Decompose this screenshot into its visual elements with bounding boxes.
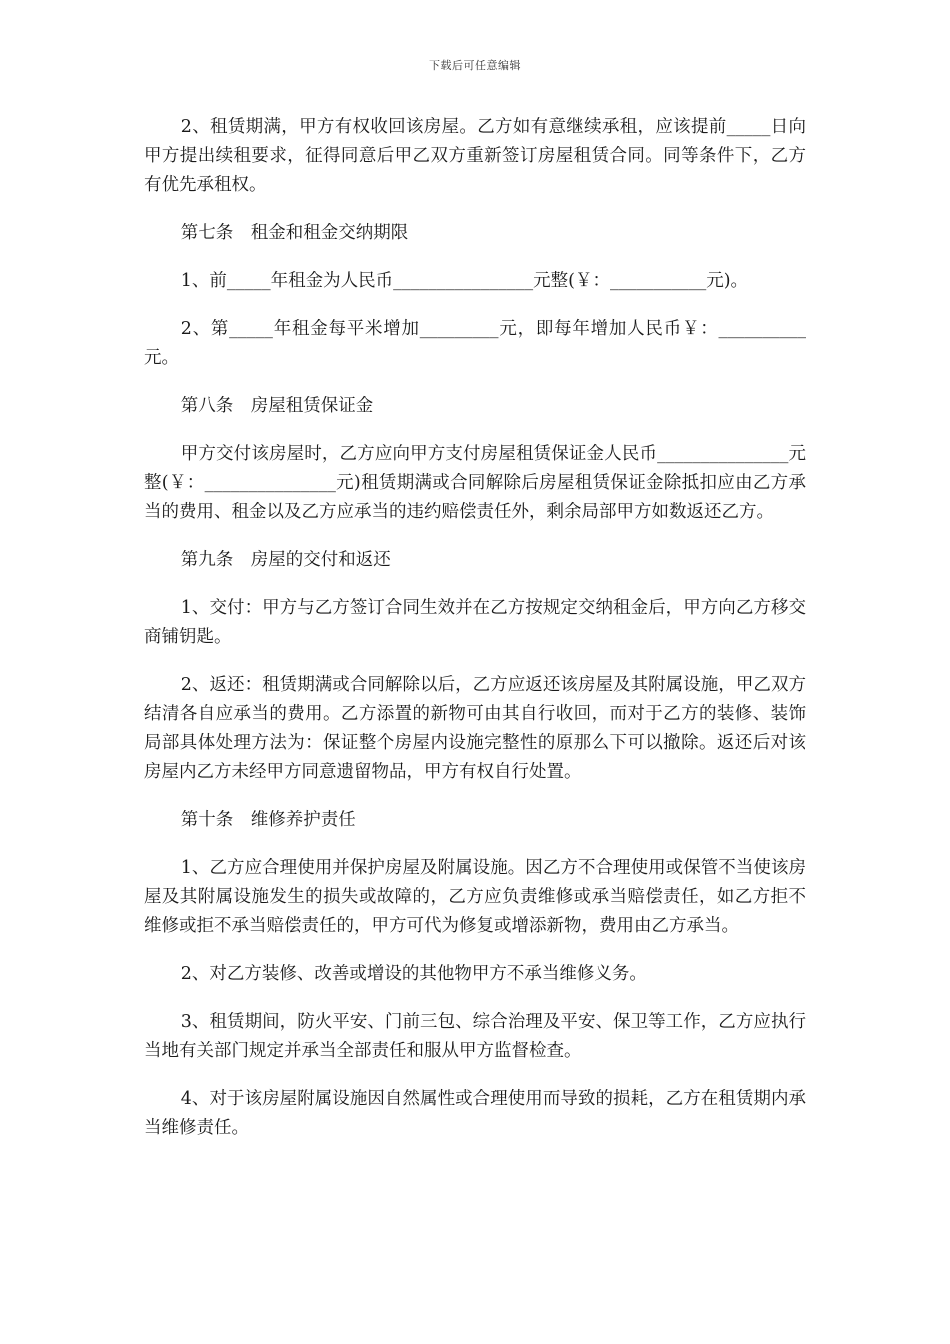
paragraph-rent-increase: 2、第_____年租金每平米增加_________元，即每年增加人民币￥：__________元。 (144, 319, 806, 368)
document-body (144, 113, 806, 1162)
article-9-heading: 第九条 房屋的交付和返还 (180, 550, 391, 570)
paragraph-maintenance-2: 2、对乙方装修、改善或增设的其他物甲方不承当维修义务。 (180, 964, 647, 984)
paragraph-maintenance-3: 3、租赁期间，防火平安、门前三包、综合治理及平安、保卫等工作，乙方应执行当地有关部门规定并承当全部责任和服从甲方监督检查。 (144, 1012, 806, 1061)
paragraph-maintenance-4: 4、对于该房屋附属设施因自然属性或合理使用而导致的损耗，乙方在租赁期内承当维修责任。 (144, 1089, 806, 1138)
paragraph-rent-first-years: 1、前_____年租金为人民币________________元整(￥：___________元)。 (180, 271, 749, 291)
paragraph-maintenance-1: 1、乙方应合理使用并保护房屋及附属设施。因乙方不合理使用或保管不当使该房屋及其附属设施发生的损失或故障的，乙方应负责维修或承当赔偿责任，如乙方拒不维修或拒不承当赔偿责任的，甲方可代为修复或增添新物，费用由乙方承当。 (144, 858, 806, 936)
article-10-heading: 第十条 维修养护责任 (180, 810, 356, 830)
paragraph-deposit: 甲方交付该房屋时，乙方应向甲方支付房屋租赁保证金人民币_______________元整(￥：_______________元)租赁期满或合同解除后房屋租赁保证金除抵扣应由乙方承当的费用、租金以及乙方应承当的违约赔偿责任外，剩余局部甲方如数返还乙方。 (144, 444, 806, 522)
page-header: 下载后可任意编辑 (429, 59, 521, 72)
paragraph-renewal: 2、租赁期满，甲方有权收回该房屋。乙方如有意继续承租，应该提前_____日向甲方提出续租要求，征得同意后甲乙双方重新签订房屋租赁合同。同等条件下，乙方有优先承租权。 (144, 117, 806, 195)
article-7-heading: 第七条 租金和租金交纳期限 (180, 223, 409, 243)
paragraph-delivery: 1、交付：甲方与乙方签订合同生效并在乙方按规定交纳租金后，甲方向乙方移交商铺钥匙。 (144, 598, 806, 647)
paragraph-return: 2、返还：租赁期满或合同解除以后，乙方应返还该房屋及其附属设施，甲乙双方结清各自应承当的费用。乙方添置的新物可由其自行收回，而对于乙方的装修、装饰局部具体处理方法为：保证整个房屋内设施完整性的原那么下可以撤除。返还后对该房屋内乙方未经甲方同意遗留物品，甲方有权自行处置。 (144, 675, 806, 782)
article-8-heading: 第八条 房屋租赁保证金 (180, 396, 374, 416)
